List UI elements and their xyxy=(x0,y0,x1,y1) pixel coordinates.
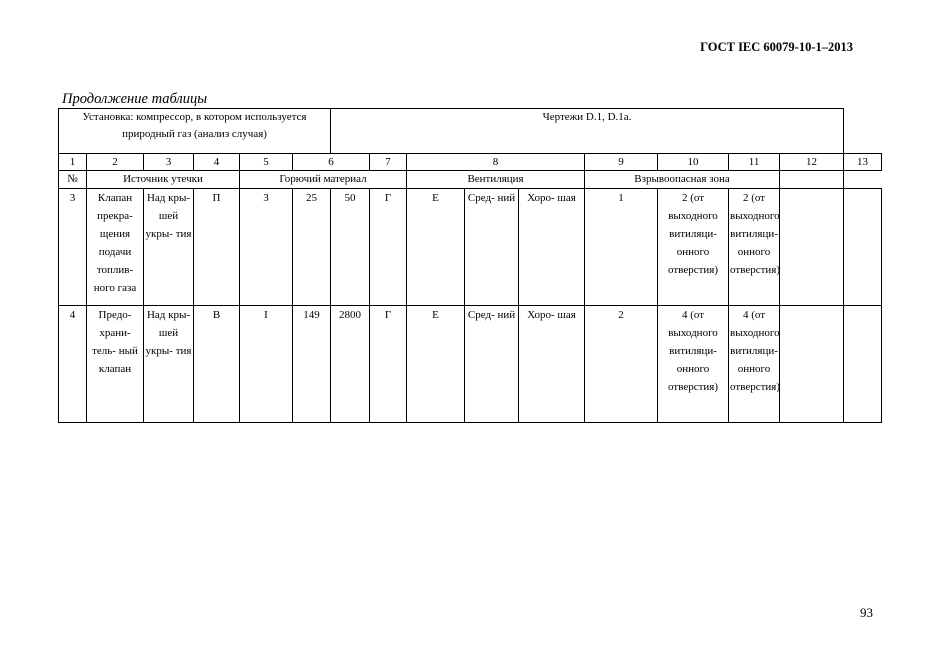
column-number: 11 xyxy=(729,154,780,171)
cell-ventilation-degree: Сред- ний xyxy=(465,306,519,423)
group-header-row xyxy=(59,171,882,189)
cell-zone-extent-11: 2 (от выходного витиляци- онного отверстия) xyxy=(729,189,780,306)
cell-source-location: Над кры- шей укры- тия xyxy=(144,189,194,306)
column-number: 5 xyxy=(240,154,293,171)
cell-col-13 xyxy=(844,306,882,423)
cell-ventilation-availability: Хоро- шая xyxy=(519,189,585,306)
cell-zone-extent-10: 4 (от выходного витиляци- онного отверстия) xyxy=(658,306,729,423)
column-number: 7 xyxy=(370,154,407,171)
cell-col-12 xyxy=(780,306,844,423)
cell-ventilation-degree: Сред- ний xyxy=(465,189,519,306)
cell-material-4: Г xyxy=(370,306,407,423)
column-number: 1 xyxy=(59,154,87,171)
installation-cell: Установка: компрессор, в котором используется природный газ (анализ случая) xyxy=(59,109,331,154)
header-leak-source: Источник утечки xyxy=(87,171,240,189)
column-number: 8 xyxy=(407,154,585,171)
page-number: 93 xyxy=(860,605,873,620)
cell-material-2: 149 xyxy=(293,306,331,423)
standard-designation: ГОСТ IEC 60079-10-1–2013 xyxy=(700,40,853,54)
cell-material-4: Г xyxy=(370,189,407,306)
cell-material-2: 25 xyxy=(293,189,331,306)
column-number: 13 xyxy=(844,154,882,171)
column-number-row xyxy=(59,154,882,171)
column-number: 2 xyxy=(87,154,144,171)
column-number: 3 xyxy=(144,154,194,171)
column-number: 9 xyxy=(585,154,658,171)
cell-ventilation-type: Е xyxy=(407,306,465,423)
cell-ventilation-type: Е xyxy=(407,189,465,306)
cell-zone-type: 1 xyxy=(585,189,658,306)
table-row xyxy=(59,306,882,423)
cell-zone-extent-10: 2 (от выходного витиляци- онного отверстия) xyxy=(658,189,729,306)
cell-material-1: 3 xyxy=(240,189,293,306)
column-number: 6 xyxy=(293,154,370,171)
cell-col-13 xyxy=(844,189,882,306)
cell-release-grade: В xyxy=(194,306,240,423)
table-continuation-caption: Продолжение таблицы xyxy=(62,91,208,107)
header-empty xyxy=(780,171,844,189)
cell-release-grade: П xyxy=(194,189,240,306)
header-no: № xyxy=(59,171,87,189)
header-flammable-material: Горючий материал xyxy=(240,171,407,189)
cell-material-3: 50 xyxy=(331,189,370,306)
cell-zone-type: 2 xyxy=(585,306,658,423)
cell-col-12 xyxy=(780,189,844,306)
installation-row xyxy=(59,109,882,154)
column-number: 10 xyxy=(658,154,729,171)
cell-zone-extent-11: 4 (от выходного витиляци- онного отверстия) xyxy=(729,306,780,423)
cell-material-1: I xyxy=(240,306,293,423)
column-number: 4 xyxy=(194,154,240,171)
cell-no: 4 xyxy=(59,306,87,423)
drawings-cell: Чертежи D.1, D.1a. xyxy=(331,109,844,154)
column-number: 12 xyxy=(780,154,844,171)
cell-source-location: Над кры- шей укры- тия xyxy=(144,306,194,423)
hazardous-area-table xyxy=(58,108,882,423)
cell-no: 3 xyxy=(59,189,87,306)
header-hazardous-zone: Взрывоопасная зона xyxy=(585,171,780,189)
cell-ventilation-availability: Хоро- шая xyxy=(519,306,585,423)
header-ventilation: Вентиляция xyxy=(407,171,585,189)
cell-source-name: Предо- храни- тель- ный клапан xyxy=(87,306,144,423)
cell-material-3: 2800 xyxy=(331,306,370,423)
table-row xyxy=(59,189,882,306)
cell-source-name: Клапан прекра- щения подачи топлив- ного газа xyxy=(87,189,144,306)
